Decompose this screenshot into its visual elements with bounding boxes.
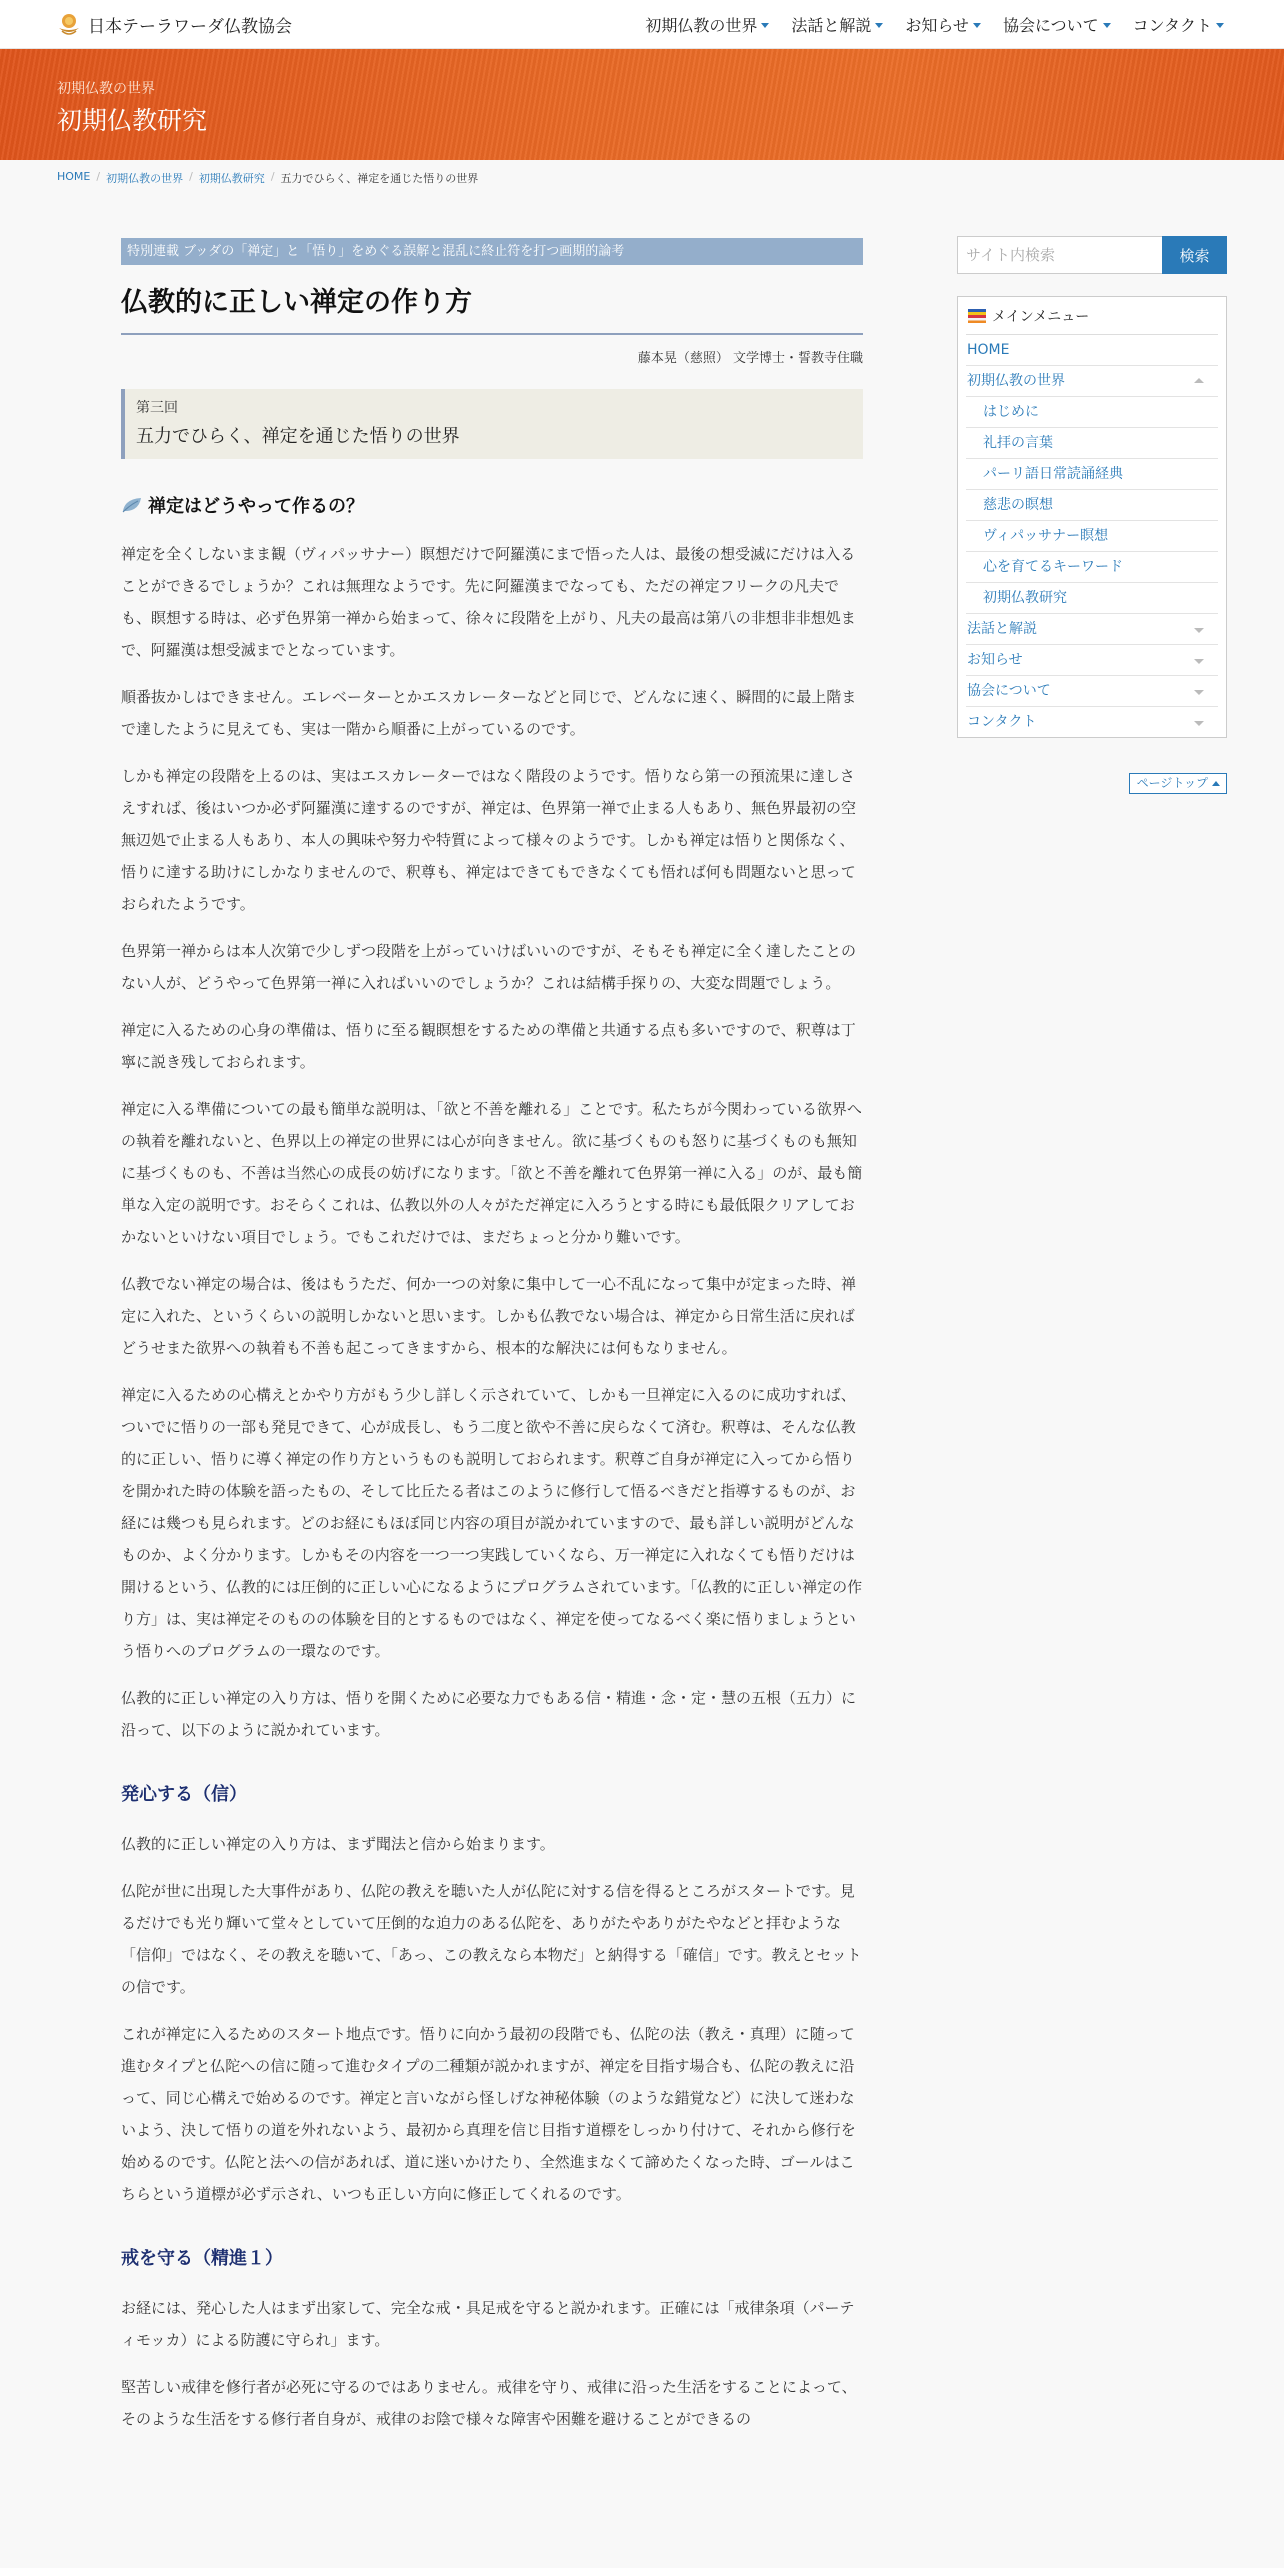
paragraph: 仏教的に正しい禅定の入り方は、悟りを開くために必要な力でもある信・精進・念・定・慧の五根（五力）に沿って、以下のように説かれています。 (121, 1689, 857, 1740)
site-header (0, 0, 1284, 49)
breadcrumb-current: 五力でひらく、禅定を通じた悟りの世界 (280, 172, 479, 185)
breadcrumb-research[interactable]: 初期仏教研究 (198, 172, 265, 185)
paragraph: 順番抜かしはできません。エレベーターとかエスカレーターなどと同じで、どんなに速く、瞬間的に最上階まで達したように見えても、実は一階から順番に上がっているのです。 (121, 688, 857, 739)
page-top-button[interactable] (1129, 773, 1227, 794)
caret-down-icon (1216, 23, 1224, 28)
leaf-icon (121, 496, 143, 514)
page-banner (0, 49, 1284, 160)
nav-label: 協会について (1002, 15, 1099, 35)
menu-label: HOME (967, 342, 1010, 358)
nav-label: コンタクト (1132, 15, 1212, 35)
menu-item-home[interactable] (966, 335, 1218, 366)
paragraph: 禅定に入るための心身の準備は、悟りに至る観瞑想をするための準備と共通する点も多いですので、釈尊は丁寧に説き残しておられます。 (121, 1021, 856, 1072)
paragraph: 仏教的に正しい禅定の入り方は、まず聞法と信から始まります。 (121, 1835, 555, 1854)
paragraph: 仏陀が世に出現した大事件があり、仏陀の教えを聴いた人が仏陀に対する信を得るところがスタートです。見るだけでも光り輝いて堂々としていて圧倒的な迫力のある仏陀を、ありがたやありがたやなどと拝むような「信仰」ではなく、その教えを聴いて、「あっ、この教えなら本物だ」と納得する「確信」です。教えとセットの信です。 (121, 1882, 862, 1997)
expand-arrow-icon[interactable] (1194, 690, 1204, 695)
nav-item-news[interactable] (905, 13, 981, 36)
nav-item-world[interactable] (645, 13, 769, 36)
paragraph: お経には、発心した人はまず出家して、完全な戒・具足戒を守ると説かれます。正確には「戒律条項（パーティモッカ）による防護に守られ」ます。 (121, 2299, 855, 2350)
menu-item-worship-words[interactable] (966, 428, 1218, 459)
menu-label: お知らせ (967, 652, 1023, 668)
nav-item-about[interactable] (1003, 13, 1111, 36)
menu-item-world[interactable] (966, 366, 1218, 397)
caret-down-icon (761, 23, 769, 28)
breadcrumb-separator: / (270, 170, 275, 183)
paragraph: しかも禅定の段階を上るのは、実はエスカレーターではなく階段のようです。悟りなら第一の預流果に達しさえすれば、後はいつか必ず阿羅漢に達するのですが、禅定は、色界第一禅で止まる人もあり、無色界最初の空無辺処で止まる人もあり、本人の興味や努力や特質によって様々のようです。しかも禅定は悟りと関係なく、悟りに達する助けにしかなりませんので、釈尊も、禅定はできてもできなくても悟れば何も問題ないと思っておられたようです。 (121, 767, 857, 914)
menu-item-research[interactable] (966, 583, 1218, 614)
main-nav (623, 0, 1224, 48)
menu-label: 初期仏教研究 (983, 590, 1067, 606)
sidebar (957, 236, 1227, 790)
nav-label: 初期仏教の世界 (645, 15, 758, 35)
series-label: 特別連載 ブッダの「禅定」と「悟り」をめぐる誤解と混乱に終止符を打つ画期的論考 (121, 238, 863, 265)
main-menu (957, 296, 1227, 738)
breadcrumb-separator: / (96, 170, 101, 183)
expand-arrow-icon[interactable] (1194, 659, 1204, 664)
caret-down-icon (1103, 23, 1111, 28)
nav-label: 法話と解説 (791, 15, 872, 35)
menu-item-about[interactable] (966, 676, 1218, 707)
article (121, 238, 863, 2435)
section-heading-text: 禅定はどうやって作るの？ (148, 496, 364, 518)
site-logo[interactable] (56, 11, 292, 37)
menu-item-keywords[interactable] (966, 552, 1218, 583)
page-top-label: ページトップ (1136, 776, 1208, 790)
banner-title: 初期仏教研究 (57, 106, 208, 135)
search-button[interactable]: 検索 (1162, 236, 1227, 274)
paragraph: 色界第一禅からは本人次第で少しずつ段階を上がっていけばいいのですが、そもそも禅定に全く達したことのない人が、どうやって色界第一禅に入ればいいのでしょうか？これは結構手探りの、大変な問題でしょう。 (121, 942, 857, 993)
chapter-box (121, 389, 863, 459)
chapter-number: 第三回 (136, 400, 178, 417)
breadcrumb-world[interactable]: 初期仏教の世界 (106, 172, 184, 185)
lotus-logo-icon (56, 11, 82, 37)
site-search (957, 236, 1227, 274)
banner-category: 初期仏教の世界 (57, 81, 155, 97)
buddhist-flag-icon (968, 309, 986, 323)
breadcrumb-home[interactable]: HOME (57, 170, 91, 183)
menu-label: 法話と解説 (967, 621, 1037, 637)
menu-item-news[interactable] (966, 645, 1218, 676)
expand-arrow-icon[interactable] (1194, 628, 1204, 633)
menu-item-dharma-talks[interactable] (966, 614, 1218, 645)
nav-item-dharma-talks[interactable] (791, 13, 883, 36)
expand-arrow-icon[interactable] (1194, 721, 1204, 726)
paragraph: 禅定に入るための心構えとかやり方がもう少し詳しく示されていて、しかも一旦禅定に入るのに成功すれば、ついでに悟りの一部も発見できて、心が成長し、もう二度と欲や不善に戻らなくて済む。釈尊は、そんな仏教的に正しい、悟りに導く禅定の作り方というものも説明しておられます。釈尊ご自身が禅定に入ってから悟りを開かれた時の体験を語ったもの、そして比丘たる者はこのように修行して悟るべきだと指導するものが、お経には幾つも見られます。どのお経にもほぼ同じ内容の項目が説かれていますので、最も詳しい説明がどんなものか、よく分かります。しかもその内容を一つ一つ実践していくなら、万一禅定に入れなくても悟りだけは開けるという、仏教的には圧倒的に正しい心になるようにプログラムされています。「仏教的に正しい禅定の作り方」は、実は禅定そのものの体験を目的とするものではなく、禅定を使ってなるべく楽に悟りましょうという悟りへのプログラムの一環なのです。 (121, 1386, 863, 1661)
main-menu-title: メインメニュー (992, 308, 1090, 325)
search-input[interactable] (957, 236, 1162, 274)
page-title: 仏教的に正しい禅定の作り方 (121, 287, 863, 335)
nav-label: お知らせ (905, 15, 969, 35)
menu-item-vipassana[interactable] (966, 521, 1218, 552)
menu-label: 慈悲の瞑想 (983, 497, 1053, 513)
collapse-arrow-icon[interactable] (1194, 378, 1204, 383)
menu-label: 協会について (967, 683, 1051, 699)
menu-label: 初期仏教の世界 (967, 373, 1065, 389)
section-heading: 発心する（信） (121, 1784, 247, 1806)
nav-item-contact[interactable] (1133, 13, 1224, 36)
paragraph: これが禅定に入るためのスタート地点です。悟りに向かう最初の段階でも、仏陀の法（教え・真理）に随って進むタイプと仏陀への信に随って進むタイプの二種類が説かれますが、禅定を目指す場合も、仏陀の教えに沿って、同じ心構えで始めるのです。禅定と言いながら怪しげな神秘体験（のような錯覚など）に決して迷わないよう、決して悟りの道を外れないよう、最初から真理を信じ目指す道標をしっかり付けて、それから修行を始めるのです。仏陀と法への信があれば、道に迷いかけたり、全然進まなくて諦めたくなった時、ゴールはこちらという道標が必ず示され、いつも正しい方向に修正してくれるのです。 (121, 2025, 856, 2204)
caret-down-icon (973, 23, 981, 28)
chapter-title: 五力でひらく、禅定を通じた悟りの世界 (136, 426, 460, 448)
author-line: 藤本晃（慈照） 文学博士・誓教寺住職 (637, 351, 863, 367)
breadcrumb (57, 170, 478, 186)
menu-label: 心を育てるキーワード (983, 559, 1123, 575)
menu-label: 礼拝の言葉 (983, 435, 1053, 451)
menu-item-metta-meditation[interactable] (966, 490, 1218, 521)
arrow-up-icon (1212, 781, 1220, 786)
menu-label: コンタクト (967, 714, 1037, 730)
menu-item-contact[interactable] (966, 707, 1218, 737)
menu-label: ヴィパッサナー瞑想 (983, 528, 1109, 544)
section-heading (121, 494, 863, 516)
menu-item-intro[interactable] (966, 397, 1218, 428)
site-name: 日本テーラワーダ仏教協会 (88, 16, 292, 37)
paragraph: 禅定に入る準備についての最も簡単な説明は、「欲と不善を離れる」ことです。私たちが今関わっている欲界への執着を離れないと、色界以上の禅定の世界には心が向きません。欲に基づくものも怒りに基づくものも無知に基づくものも、不善は当然心の成長の妨げになります。「欲と不善を離れて色界第一禅に入る」のが、最も簡単な入定の説明です。おそらくこれは、仏教以外の人々がただ禅定に入ろうとする時にも最低限クリアしておかないといけない項目でしょう。でもこれだけでは、まだちょっと分かり難いです。 (121, 1100, 863, 1247)
caret-down-icon (875, 23, 883, 28)
menu-label: パーリ語日常読誦経典 (983, 466, 1123, 482)
main-menu-header (966, 297, 1218, 335)
paragraph: 堅苦しい戒律を修行者が必死に守るのではありません。戒律を守り、戒律に沿った生活をすることによって、そのような生活をする修行者自身が、戒律のお陰で様々な障害や困難を避けることができるの (121, 2378, 857, 2429)
breadcrumb-separator: / (189, 170, 193, 183)
paragraph: 禅定を全くしないまま観（ヴィパッサナー）瞑想だけで阿羅漢にまで悟った人は、最後の想受滅にだけは入ることができるでしょうか？これは無理なようです。先に阿羅漢までなっても、ただの禅定フリークの凡夫でも、瞑想する時は、必ず色界第一禅から始まって、徐々に段階を上がり、凡夫の最高は第八の非想非非想処まで、阿羅漢は想受滅までとなっています。 (121, 545, 856, 660)
menu-label: はじめに (983, 404, 1039, 420)
section-heading: 戒を守る（精進１） (121, 2248, 283, 2270)
menu-item-pali-sutras[interactable] (966, 459, 1218, 490)
paragraph: 仏教でない禅定の場合は、後はもうただ、何か一つの対象に集中して一心不乱になって集中が定まった時、禅定に入れた、というくらいの説明しかないと思います。しかも仏教でない場合は、禅定から日常生活に戻ればどうせまた欲界への執着も不善も起こってきますから、根本的な解決には何もなりません。 (121, 1275, 857, 1358)
